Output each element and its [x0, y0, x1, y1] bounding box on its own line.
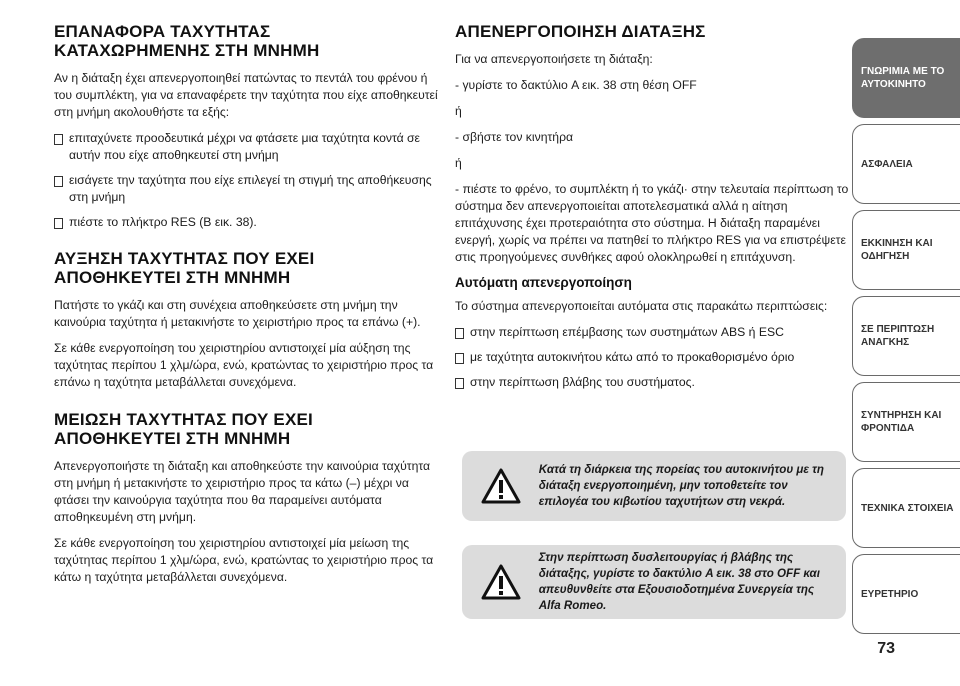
- list-item: στην περίπτωση βλάβης του συστήματος.: [455, 374, 850, 391]
- list-item: στην περίπτωση επέμβασης των συστημάτων ABS ή ESC: [455, 324, 850, 341]
- paragraph: Σε κάθε ενεργοποίηση του χειριστηρίου αντιστοιχεί μία αύξηση της ταχύτητας περίπου 1 χλμ/ώρα, ενώ, κρατώντας το χειριστήριο προς τα επάνω η ταχύτητα μεταβάλλεται συνεχόμενα.: [54, 341, 434, 389]
- warning-box: Κατά τη διάρκεια της πορείας του αυτοκινήτου με τη διάταξη ενεργοποιημένη, μην τοποθετείτε τον επιλογέα του κιβωτίου ταχυτήτων στη νεκρά.: [462, 451, 846, 521]
- page-number: 73: [877, 640, 895, 657]
- checkbox-bullet-icon: [455, 378, 464, 389]
- list-item: εισάγετε την ταχύτητα που είχε επιλεγεί τη στιγμή της αποθήκευσης στη μνήμη: [54, 172, 444, 206]
- tab-starting-driving[interactable]: ΕΚΚΙΝΗΣΗ ΚΑΙ ΟΔΗΓΗΣΗ: [852, 210, 960, 290]
- paragraph: Το σύστημα απενεργοποιείται αυτόματα στις παρακάτω περιπτώσεις:: [455, 299, 828, 313]
- tab-maintenance[interactable]: ΣΥΝΤΗΡΗΣΗ ΚΑΙ ΦΡΟΝΤΙΔΑ: [852, 382, 960, 462]
- tab-emergency[interactable]: ΣΕ ΠΕΡΙΠΤΩΣΗ ΑΝΑΓΚΗΣ: [852, 296, 960, 376]
- list-item: με ταχύτητα αυτοκινήτου κάτω από το προκαθορισμένο όριο: [455, 349, 850, 366]
- warning-triangle-icon: [462, 468, 529, 504]
- paragraph: ή: [455, 156, 462, 170]
- right-column: [455, 22, 850, 399]
- tab-technical-data[interactable]: ΤΕΧΝΙΚΑ ΣΤΟΙΧΕΙΑ: [852, 468, 960, 548]
- tab-index[interactable]: ΕΥΡΕΤΗΡΙΟ: [852, 554, 960, 634]
- tab-getting-to-know[interactable]: ΓΝΩΡΙΜΙΑ ΜΕ ΤΟ ΑΥΤΟΚΙΝΗΤΟ: [852, 38, 960, 118]
- paragraph: Πατήστε το γκάζι και στη συνέχεια αποθηκεύσετε στη μνήμη την καινούρια ταχύτητα ή μετακινήστε το χειριστήριο προς τα επάνω (+).: [54, 298, 421, 329]
- checkbox-bullet-icon: [54, 134, 63, 145]
- checkbox-bullet-icon: [455, 353, 464, 364]
- paragraph: - γυρίστε το δακτύλιο A εικ. 38 στη θέση OFF: [455, 78, 697, 92]
- tab-safety[interactable]: ΑΣΦΑΛΕΙΑ: [852, 124, 960, 204]
- left-column: [54, 22, 444, 595]
- section-title-increase-speed: ΑΥΞΗΣΗ ΤΑΧΥΤΗΤΑΣ ΠΟΥ ΕΧΕΙ ΑΠΟΘΗΚΕΥΤΕΙ ΣΤΗ ΜΝΗΜΗ: [54, 249, 315, 287]
- list-item: επιταχύνετε προοδευτικά μέχρι να φτάσετε μια ταχύτητα κοντά σε αυτήν που είχε αποθηκευτεί στη μνήμη: [54, 130, 444, 164]
- section-title-decrease-speed: ΜΕΙΩΣΗ ΤΑΧΥΤΗΤΑΣ ΠΟΥ ΕΧΕΙ ΑΠΟΘΗΚΕΥΤΕΙ ΣΤΗ ΜΝΗΜΗ: [54, 410, 313, 448]
- subsection-title-auto-deactivation: Αυτόματη απενεργοποίηση: [455, 275, 632, 290]
- checkbox-bullet-icon: [54, 176, 63, 187]
- section-title-recall-speed: ΕΠΑΝΑΦΟΡΑ ΤΑΧΥΤΗΤΑΣ ΚΑΤΑΧΩΡΗΜΕΝΗΣ ΣΤΗ ΜΝΗΜΗ: [54, 22, 320, 60]
- checkbox-bullet-icon: [455, 328, 464, 339]
- paragraph: Σε κάθε ενεργοποίηση του χειριστηρίου αντιστοιχεί μία μείωση της ταχύτητας περίπου 1 χλμ/ώρα, ενώ, κρατώντας το χειριστήριο προς τα κάτω η ταχύτητα μεταβάλλεται συνεχόμενα.: [54, 536, 434, 584]
- chapter-tabs: [852, 38, 960, 640]
- section-title-deactivation: ΑΠΕΝΕΡΓΟΠΟΙΗΣΗ ΔΙΑΤΑΞΗΣ: [455, 22, 706, 41]
- list-item: πιέστε το πλήκτρο RES (B εικ. 38).: [54, 214, 444, 231]
- paragraph: Για να απενεργοποιήσετε τη διάταξη:: [455, 52, 653, 66]
- checkbox-bullet-icon: [54, 218, 63, 229]
- warning-box: Στην περίπτωση δυσλειτουργίας ή βλάβης της διάταξης, γυρίστε το δακτύλιο A εικ. 38 στο OFF και απευθυνθείτε στα Εξουσιοδοτημένα Συνεργεία της Alfa Romeo.: [462, 545, 846, 619]
- paragraph: - πιέστε το φρένο, το συμπλέκτη ή το γκάζι· στην τελευταία περίπτωση το σύστημα δεν απενεργοποιείται αποτελεσματικά αλλά η αίτηση επιτάχυνσης έχει προτεραιότητα στο σύστημα. Η διάταξη παραμένει ενεργή, χωρίς να πρέπει να πατηθεί το πλήκτρο RES για να επιστρέψετε στις προηγούμενες συνθήκες αφού ολοκληρωθεί η επιτάχυνση.: [455, 182, 849, 264]
- paragraph: - σβήστε τον κινητήρα: [455, 130, 574, 144]
- paragraph: ή: [455, 104, 462, 118]
- paragraph: Απενεργοποιήστε τη διάταξη και αποθηκεύστε την καινούρια ταχύτητα στη μνήμη ή μετακινήστε το χειριστήριο προς τα κάτω (–) μέχρι να φτάσει την καινούργια ταχύτητα που θα παραμείνει αυτόματα αποθηκευμένη στη μνήμη.: [54, 459, 431, 524]
- paragraph: Αν η διάταξη έχει απενεργοποιηθεί πατώντας το πεντάλ του φρένου ή του συμπλέκτη, για να επαναφέρετε την ταχύτητα που είχε αποθηκευτεί στη μνήμη ακολουθήστε τα εξής:: [54, 71, 438, 119]
- warning-triangle-icon: [462, 564, 529, 600]
